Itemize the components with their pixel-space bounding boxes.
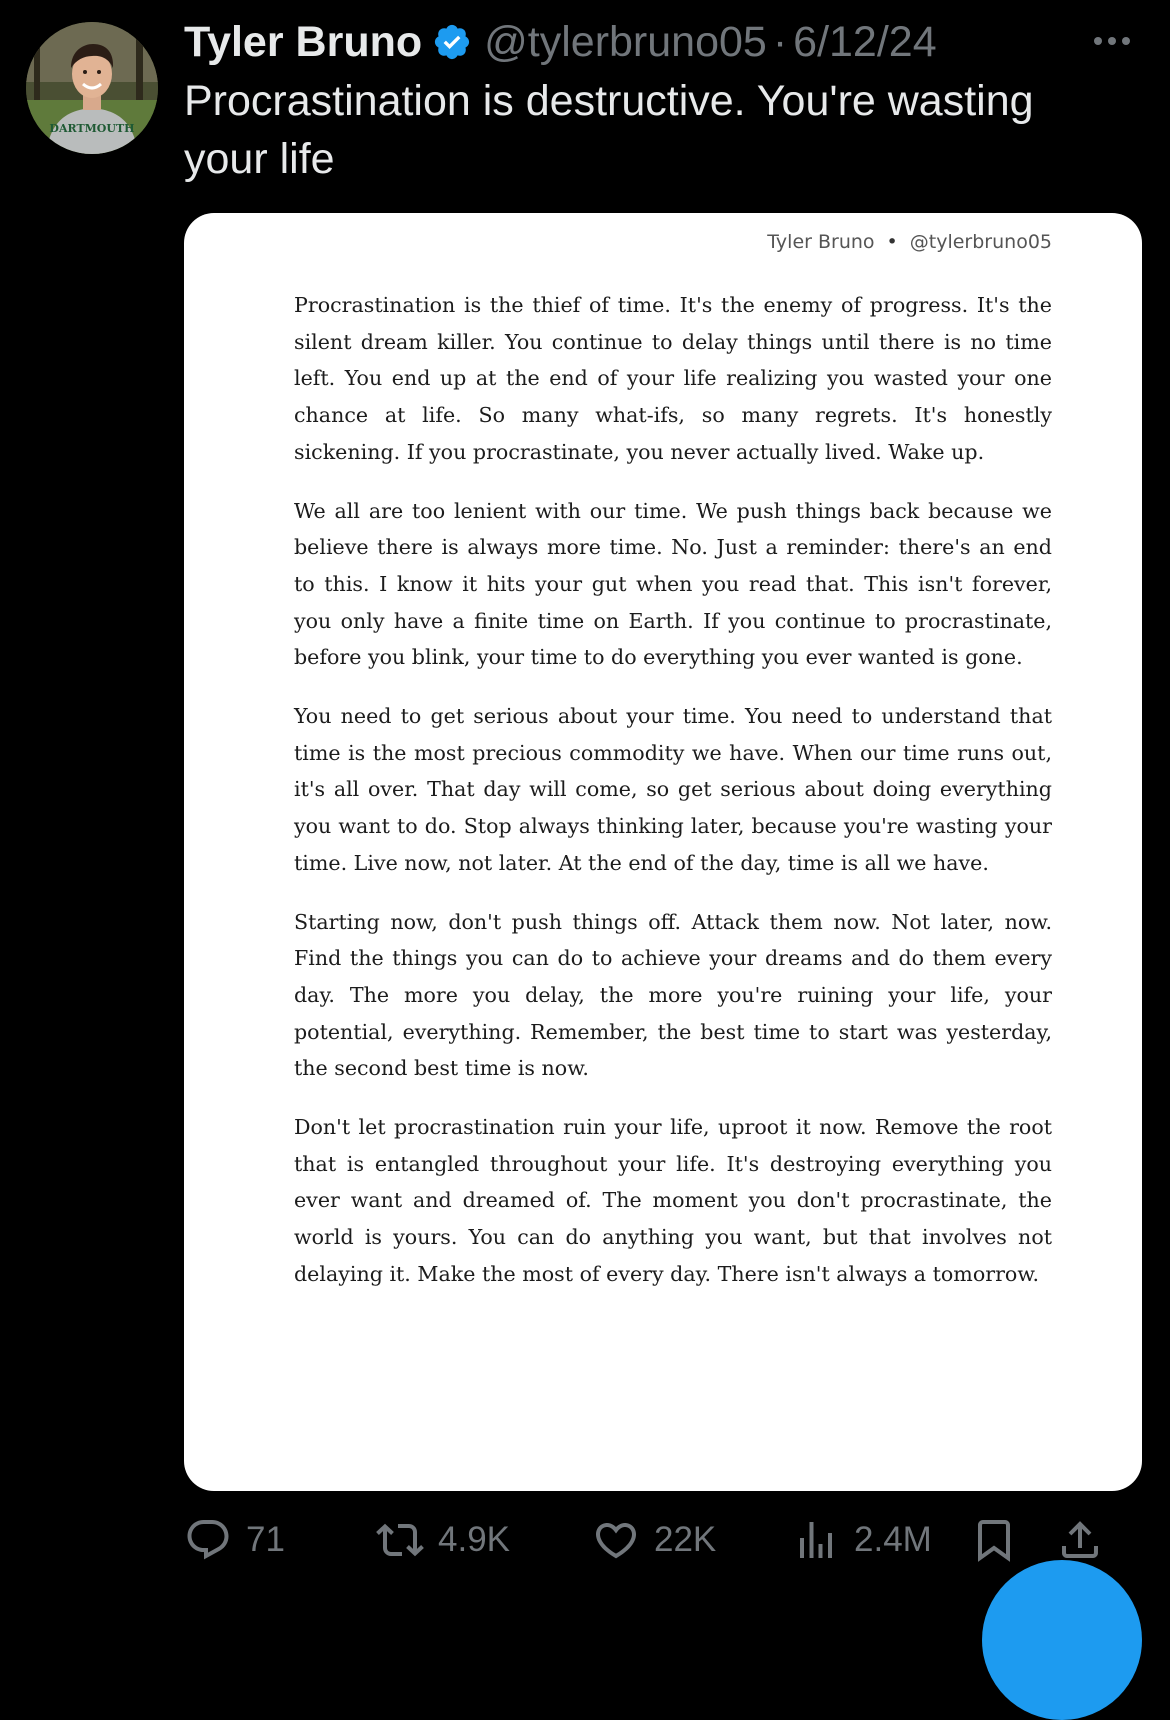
meta-separator: ·	[772, 17, 788, 66]
handle[interactable]: @tylerbruno05	[484, 17, 767, 66]
compose-fab-button[interactable]	[982, 1560, 1142, 1720]
card-paragraph: We all are too lenient with our time. We push things back because we believe there is always more time. No. Just a reminder: there's an end to this. I know it hits your gut when you read that. This isn't forever, you only have a finite time on Earth. If you continue to procrastinate, before you blink, your time to do everything you ever wanted is gone.	[294, 498, 1052, 670]
tweet-text: Procrastination is destructive. You're wasting your life	[184, 77, 1034, 183]
reply-count: 71	[246, 1520, 285, 1559]
tweet-header	[184, 14, 937, 70]
like-button[interactable]	[592, 1500, 716, 1580]
card-paragraph: Procrastination is the thief of time. It's the enemy of progress. It's the silent dream killer. You continue to delay things until there is no time left. You end up at the end of your life realizing you wasted your one chance at life. So many what-ifs, so many regrets. It's honestly sickening. If you procrastinate, you never actually lived. Wake up.	[294, 293, 1052, 464]
verified-badge-icon	[432, 22, 472, 62]
reply-icon	[184, 1516, 232, 1564]
card-byline-handle: @tylerbruno05	[909, 231, 1052, 253]
heart-icon	[592, 1516, 640, 1564]
avatar-photo	[26, 22, 158, 154]
bookmark-button[interactable]	[970, 1500, 1032, 1580]
avatar[interactable]	[26, 22, 158, 154]
timestamp[interactable]: 6/12/24	[793, 17, 937, 66]
card-body	[294, 287, 1052, 1315]
like-count: 22K	[654, 1520, 717, 1559]
repost-count: 4.9K	[438, 1520, 510, 1559]
reply-button[interactable]	[184, 1500, 285, 1580]
card-paragraph: You need to get serious about your time. You need to understand that time is the most precious commodity we have. When our time runs out, it's all over. That day will come, so get serious about doing everything you want to do. Stop always thinking later, because you're wasting your time. Live now, not later. At the end of the day, time is all we have.	[294, 704, 1052, 875]
card-byline	[767, 231, 1052, 253]
attached-image-card[interactable]	[184, 213, 1142, 1491]
card-paragraph: Don't let procrastination ruin your life, uproot it now. Remove the root that is entangled throughout your life. It's destroying everything you ever want and dreamed of. The moment you don't procrastinate, the world is yours. You can do anything you want, but that involves not delaying it. Make the most of every day. There isn't always a tomorrow.	[294, 1115, 1052, 1286]
display-name[interactable]: Tyler Bruno	[184, 17, 423, 66]
share-icon	[1056, 1516, 1104, 1564]
views-button[interactable]	[792, 1500, 932, 1580]
card-paragraph: Starting now, don't push things off. Attack them now. Not later, now. Find the things you can do to achieve your dreams and do them every day. The more you delay, the more you're ruining your life, your potential, everything. Remember, the best time to start was yesterday, the second best time is now.	[294, 909, 1052, 1081]
action-bar	[184, 1500, 1144, 1580]
card-byline-name: Tyler Bruno	[767, 231, 875, 253]
views-chart-icon	[792, 1516, 840, 1564]
repost-button[interactable]	[376, 1500, 510, 1580]
bookmark-icon	[970, 1516, 1018, 1564]
card-byline-bullet: •	[886, 231, 898, 253]
avatar-shirt-text: DARTMOUTH	[49, 122, 135, 135]
views-count: 2.4M	[854, 1520, 932, 1559]
repost-icon	[376, 1516, 424, 1564]
more-dots-icon[interactable]	[1090, 26, 1134, 56]
